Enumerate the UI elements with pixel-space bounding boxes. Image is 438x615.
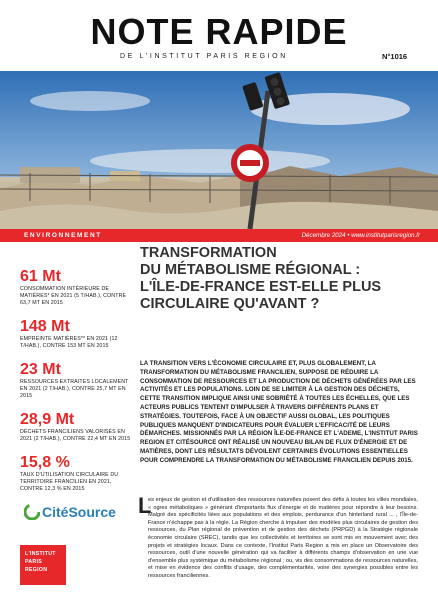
publication-title: NOTE RAPIDE (90, 11, 348, 52)
article-title (140, 245, 430, 313)
article-body: es enjeux de gestion et d'utilisation des ressources naturelles posent des défis à toutes les villes mondiales, « ogres métaboliques » générant d'importants flux d'énergie et de matières pour répondre à leur besoins. Malgré des spécificités liées aux populations et des emplois, perdurance d'un hinterland rural ... , l'Île-de-France n'échappe pas à la règle. La Région cherche à impulser des modèles plus circulaires de gestion des ressources, du Plan régional de prévention et de gestion des déchets (PRPGD) à la Stratégie régionale économie circulaire (SREC), tandis que les collectivités et territoires se sont mis en mouvement avec des projets et stratégies locaux. Dans ce contexte, l'Institut Paris Region a mis en place un Observatoire des ressources, outil d'une nouvelle génération qui va faciliter à différents champs d'observation en une vue d'ensemble plus systémique du métabolisme régional ; ou, vis des consommations de ressources naturelles, et mise en évidence des conflits d'usage, des complémentarités, voire des synergies possibles entre les ressources franciliennes. (148, 497, 418, 579)
ipr-logo-line: PARIS (25, 559, 42, 565)
key-figure (20, 268, 132, 307)
ipr-logo-line: REGION (25, 567, 48, 573)
key-figures-sidebar (20, 268, 132, 504)
key-figure-description: TAUX D'UTILISATION CIRCULAIRE DU TERRITOIRE FRANCILIEN EN 2021, CONTRE 12,3 % EN 2015 (20, 472, 119, 492)
key-figure (20, 454, 132, 493)
date-and-website: Décembre 2024 • www.institutparisregion.fr (301, 232, 420, 239)
institut-paris-region-logo (20, 545, 66, 585)
key-figure (20, 361, 132, 400)
article-title-line: TRANSFORMATION (140, 245, 277, 261)
key-figure-value: 28,9 Mt (20, 411, 75, 428)
article-lead: LA TRANSITION VERS L'ÉCONOMIE CIRCULAIRE ET, PLUS GLOBALEMENT, LA TRANSFORMATION DU MÉTABOLISME FRANCILIEN, SUPPOSE DE RÉDUIRE LA CONSOMMATION DE RESSOURCES ET LA PRODUCTION DE DÉCHETS GÉNÉRÉES PAR LES ACTIVITÉS ET LES POPULATIONS. LOIN DE SE LIMITER À LA GESTION DES DÉCHETS, CETTE TRANSITION IMPLIQUE AINSI UNE SOBRIÉTÉ À TOUTES LES ÉCHELLES, QUE LES ACTEURS PUBLICS TENTENT D'IMPULSER À TRAVERS DIFFÉRENTS PLANS ET STRATÉGIES. TOUTEFOIS, FACE À UN OBJECTIF AUSSI GLOBAL, LES POLITIQUES PUBLIQUES MANQUENT D'INDICATEURS POUR ÉVALUER L'EFFICACITÉ DE LEURS DÉMARCHES. MISSIONNÉS PAR LA RÉGION ÎLE-DE-FRANCE ET L'ADEME, L'INSTITUT PARIS REGION ET CITÉSOURCE ONT RÉALISÉ UN NOUVEAU BILAN DE FLUX D'ÉNERGIE ET DE MATIÈRES, DONT LES RÉSULTATS DÉVOILENT CERTAINES ÉVOLUTIONS ESSENTIELLES POUR COMPRENDRE LA TRANSFORMATION DU MÉTABOLISME FRANCILIEN DEPUIS 2015. (140, 360, 418, 464)
citesource-mark-icon (24, 504, 40, 520)
key-figure-description: DÉCHETS FRANCILIENS VALORISÉS EN 2021 (2 T/HAB.), CONTRE 22,4 MT EN 2015 (20, 429, 131, 442)
key-figure-value: 148 Mt (20, 318, 70, 335)
masthead (0, 0, 438, 70)
citesource-logo (24, 502, 124, 524)
drop-cap: L (138, 493, 152, 518)
cover-photo (0, 71, 438, 229)
article-title-line: CIRCULAIRE QU'AVANT ? (140, 296, 320, 312)
key-figure (20, 411, 132, 443)
issue-number: N°1016 (382, 52, 408, 61)
key-figure (20, 318, 132, 350)
key-figure-description: EMPREINTE MATIÈRES** EN 2021 (12 T/HAB.), CONTRE 153 MT EN 2015 (20, 336, 118, 349)
citesource-wordmark: CitéSource (42, 504, 116, 520)
key-figure-value: 61 Mt (20, 268, 61, 285)
key-figure-value: 15,8 % (20, 454, 70, 471)
article-title-line: DU MÉTABOLISME RÉGIONAL : (140, 262, 361, 278)
section-label: ENVIRONNEMENT (24, 232, 102, 239)
key-figure-value: 23 Mt (20, 361, 61, 378)
article-title-line: L'ÎLE-DE-FRANCE EST-ELLE PLUS (140, 279, 382, 295)
key-figure-description: RESSOURCES EXTRAITES LOCALEMENT EN 2021 (2 T/HAB.), CONTRE 25,7 MT EN 2015 (20, 379, 129, 399)
ipr-logo-line: L'INSTITUT (25, 551, 56, 557)
key-figure-description: CONSOMMATION INTÉRIEURE DE MATIÈRES* EN 2021 (5 T/HAB.), CONTRE 63,7 MT EN 2015 (20, 286, 127, 306)
publication-subtitle: DE L'INSTITUT PARIS REGION (120, 53, 288, 60)
